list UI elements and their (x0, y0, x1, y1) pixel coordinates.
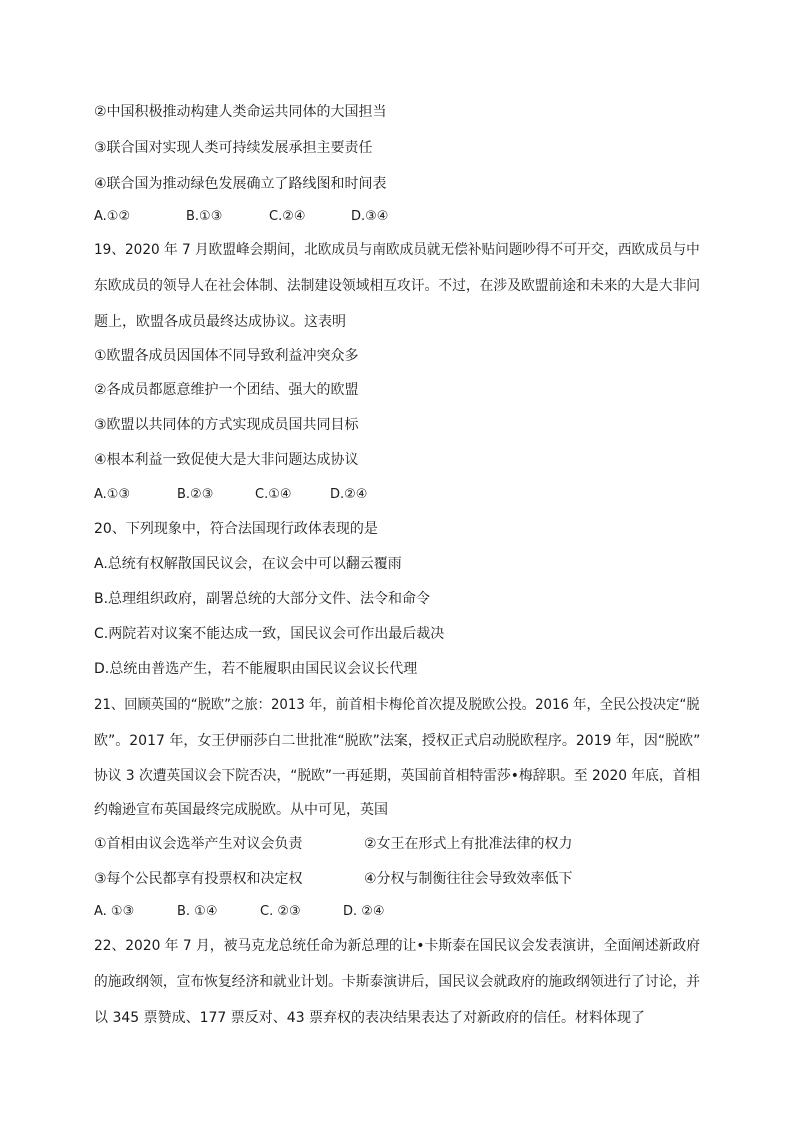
q21-item-3: ③每个公民都享有投票权和决定权 (94, 871, 303, 887)
q18-item-4: ④联合国为推动绿色发展确立了路线图和时间表 (94, 176, 387, 192)
q21-stem-line-2: 欧”。2017 年，女王伊丽莎白二世批准“脱欧”法案，授权正式启动脱欧程序。2019 年，因“脱欧” (94, 733, 701, 749)
q21-item-2: ②女王在形式上有批准法律的权力 (364, 836, 573, 852)
q19-option-b: B.②③ (177, 487, 214, 502)
q20-stem: 20、下列现象中，符合法国现行政体表现的是 (94, 521, 378, 537)
q21-options (94, 903, 385, 921)
q19-option-a: A.①③ (94, 487, 131, 502)
q18-option-d: D.③④ (351, 209, 389, 224)
q22-stem-line-1: 22、2020 年 7 月，被马克龙总统任命为新总理的让•卡斯泰在国民议会发表演讲，全面阐述新政府 (94, 938, 700, 954)
q22-stem-line-3: 以 345 票赞成、177 票反对、43 票弃权的表决结果表达了对新政府的信任。材料体现了 (94, 1010, 646, 1026)
q21-option-d: D. ②④ (343, 904, 385, 919)
q18-option-c: C.②④ (269, 209, 306, 224)
q21-stem-line-4: 约翰逊宣布英国最终完成脱欧。从中可见，英国 (94, 802, 388, 818)
q18-options (94, 208, 388, 226)
q19-item-3: ③欧盟以共同体的方式实现成员国共同目标 (94, 417, 359, 433)
q21-item-1: ①首相由议会选举产生对议会负责 (94, 836, 303, 852)
q21-items-row-2 (94, 870, 573, 888)
q20-option-a: A.总统有权解散国民议会，在议会中可以翻云覆雨 (94, 556, 402, 572)
q21-item-4: ④分权与制衡往往会导致效率低下 (364, 871, 573, 887)
q21-items-row-1 (94, 835, 573, 853)
q18-item-2: ②中国积极推动构建人类命运共同体的大国担当 (94, 104, 387, 120)
q21-option-a: A. ①③ (94, 904, 135, 919)
q19-stem-line-1: 19、2020 年 7 月欧盟峰会期间，北欧成员与南欧成员就无偿补贴问题吵得不可开交，西欧成员与中 (94, 242, 700, 258)
q19-stem-line-3: 题上，欧盟各成员最终达成协议。这表明 (94, 314, 346, 330)
q21-stem-line-3: 协议 3 次遭英国议会下院否决，“脱欧”一再延期，英国前首相特雷莎•梅辞职。至 2020 年底，首相 (94, 768, 701, 784)
q19-option-c: C.①④ (255, 487, 292, 502)
q18-option-b: B.①③ (186, 209, 223, 224)
q19-option-d: D.②④ (330, 487, 368, 502)
q22-stem-line-2: 的施政纲领，宣布恢复经济和就业计划。卡斯泰演讲后，国民议会就政府的施政纲领进行了讨论，并 (94, 974, 701, 990)
q20-option-d: D.总统由普选产生，若不能履职由国民议会议长代理 (94, 661, 418, 677)
q21-option-b: B. ①④ (177, 904, 218, 919)
q19-stem-line-2: 东欧成员的领导人在社会体制、法制建设领域相互攻讦。不过，在涉及欧盟前途和未来的大是大非问 (94, 278, 701, 294)
q19-options (94, 486, 367, 504)
q18-item-3: ③联合国对实现人类可持续发展承担主要责任 (94, 140, 373, 156)
q19-item-4: ④根本利益一致促使大是大非问题达成协议 (94, 452, 359, 468)
q19-item-1: ①欧盟各成员因国体不同导致利益冲突众多 (94, 348, 359, 364)
q18-option-a: A.①② (94, 209, 131, 224)
q19-item-2: ②各成员都愿意维护一个团结、强大的欧盟 (94, 382, 359, 398)
q21-option-c: C. ②③ (260, 904, 301, 919)
q21-stem-line-1: 21、回顾英国的“脱欧”之旅：2013 年，前首相卡梅伦首次提及脱欧公投。2016 年，全民公投决定“脱 (94, 697, 700, 713)
q20-option-b: B.总理组织政府，副署总统的大部分文件、法令和命令 (94, 591, 431, 607)
q20-option-c: C.两院若对议案不能达成一致，国民议会可作出最后裁决 (94, 626, 445, 642)
